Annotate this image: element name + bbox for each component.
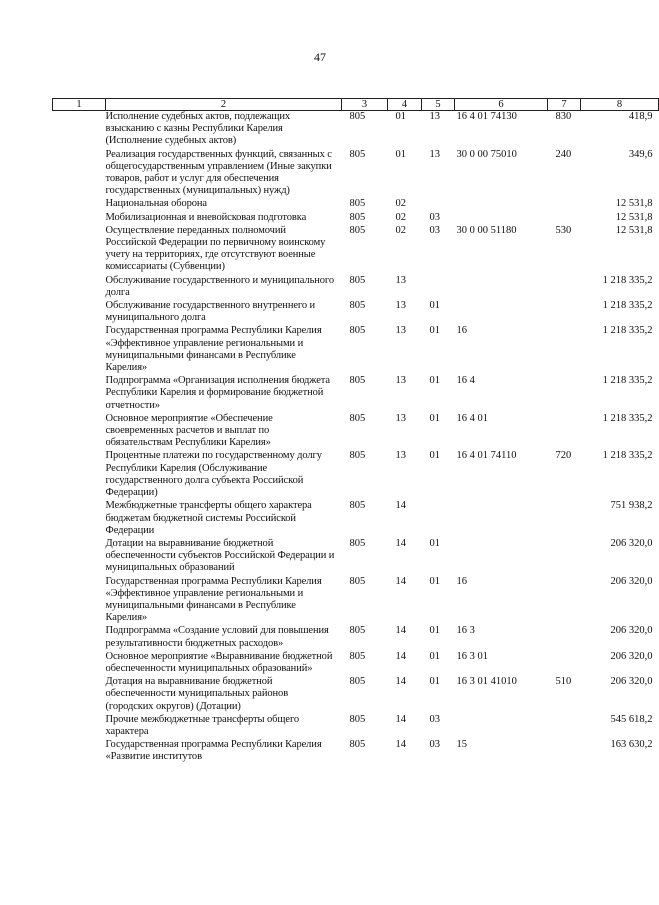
row-col-1 <box>53 450 106 500</box>
table-row <box>53 676 659 714</box>
row-vr <box>548 625 581 650</box>
row-col-1 <box>53 111 106 149</box>
row-col-1 <box>53 275 106 300</box>
row-rz: 13 <box>395 300 406 312</box>
table-row <box>53 375 659 413</box>
row-name: Исполнение судебных актов, подлежащих взысканию с казны Республики Карелия (Исполнение судебных актов) <box>105 111 291 147</box>
row-gr: 805 <box>349 274 366 286</box>
row-sum: 1 218 335,2 <box>602 375 653 387</box>
row-csr <box>455 198 548 211</box>
row-vr: 530 <box>555 224 572 236</box>
table-row <box>53 714 659 739</box>
row-gr: 805 <box>349 537 366 549</box>
row-csr: 16 3 01 41010 <box>456 676 517 688</box>
row-rz: 01 <box>395 111 406 122</box>
table-row <box>53 325 659 375</box>
table-row <box>53 212 659 225</box>
row-name: Государственная программа Республики Карелия «Эффективное управление региональными и муниципальными финансами в Республике Карелия» <box>105 575 322 624</box>
header-col-4: 4 <box>388 99 422 111</box>
row-sum: 206 320,0 <box>610 650 653 662</box>
row-pr: 03 <box>429 224 440 236</box>
row-rz: 02 <box>395 198 406 210</box>
row-csr: 16 3 <box>456 625 475 637</box>
row-pr: 13 <box>429 148 440 160</box>
row-pr: 13 <box>429 111 440 122</box>
row-col-1 <box>53 300 106 325</box>
row-gr: 805 <box>349 650 366 662</box>
row-col-1 <box>53 212 106 225</box>
row-rz: 14 <box>395 575 406 587</box>
table-row <box>53 413 659 451</box>
row-sum: 751 938,2 <box>610 500 653 512</box>
row-gr: 805 <box>349 713 366 725</box>
row-name: Осуществление переданных полномочий Российской Федерации по первичному воинскому учету на территориях, где отсутствуют военные комиссариаты (Субвенции) <box>105 224 326 273</box>
header-col-5: 5 <box>422 99 455 111</box>
row-rz: 02 <box>395 211 406 223</box>
row-sum: 1 218 335,2 <box>602 300 653 312</box>
table-row <box>53 651 659 676</box>
row-vr <box>548 538 581 576</box>
row-name: Подпрограмма «Организация исполнения бюджета Республики Карелия и формирование бюджетной отчетности» <box>105 375 330 411</box>
table-body <box>53 111 659 765</box>
row-pr: 01 <box>429 575 440 587</box>
row-vr <box>548 212 581 225</box>
row-name: Подпрограмма «Создание условий для повышения результативности бюджетных расходов» <box>105 625 329 649</box>
row-vr <box>548 325 581 375</box>
row-pr: 01 <box>429 537 440 549</box>
table-row <box>53 300 659 325</box>
row-gr: 805 <box>349 198 366 210</box>
row-name: Прочие межбюджетные трансферты общего характера <box>105 713 300 737</box>
row-sum: 1 218 335,2 <box>602 274 653 286</box>
row-vr: 720 <box>555 450 572 462</box>
row-pr: 01 <box>429 450 440 462</box>
row-pr: 01 <box>429 625 440 637</box>
header-col-7: 7 <box>548 99 581 111</box>
row-pr: 01 <box>429 325 440 337</box>
row-name: Реализация государственных функций, связанных с общегосударственным управлением (Иные закупки товаров, работ и услуг для обеспечения государственных (муниципальных) нужд) <box>105 148 332 197</box>
row-vr: 830 <box>555 111 572 122</box>
row-pr: 03 <box>429 211 440 223</box>
row-name: Мобилизационная и вневойсковая подготовка <box>105 211 307 223</box>
row-sum: 206 320,0 <box>610 575 653 587</box>
row-col-1 <box>53 375 106 413</box>
row-csr: 16 4 01 74110 <box>456 450 517 462</box>
row-col-1 <box>53 576 106 626</box>
row-csr <box>455 275 548 300</box>
row-csr <box>455 300 548 325</box>
row-pr <box>422 198 455 211</box>
table-row <box>53 450 659 500</box>
header-col-2: 2 <box>106 99 342 111</box>
header-row <box>53 99 659 111</box>
row-rz: 13 <box>395 325 406 337</box>
row-vr: 240 <box>555 148 572 160</box>
row-pr: 03 <box>429 739 440 751</box>
row-rz: 14 <box>395 500 406 512</box>
row-csr: 30 0 00 51180 <box>456 224 517 236</box>
row-gr: 805 <box>349 676 366 688</box>
row-rz: 13 <box>395 450 406 462</box>
row-name: Дотация на выравнивание бюджетной обеспеченности муниципальных районов (городских округов) (Дотации) <box>105 676 289 712</box>
row-name: Межбюджетные трансферты общего характера бюджетам бюджетной системы Российской Федерации <box>105 500 312 536</box>
row-name: Обслуживание государственного внутреннего и муниципального долга <box>105 300 316 324</box>
row-col-1 <box>53 225 106 275</box>
row-csr <box>455 538 548 576</box>
row-gr: 805 <box>349 500 366 512</box>
row-gr: 805 <box>349 325 366 337</box>
row-rz: 14 <box>395 650 406 662</box>
row-gr: 805 <box>349 211 366 223</box>
row-csr: 16 4 01 <box>456 412 488 424</box>
header-col-3: 3 <box>342 99 388 111</box>
row-name: Дотации на выравнивание бюджетной обеспеченности субъектов Российской Федерации и муниципальных образований <box>105 537 335 574</box>
row-col-1 <box>53 500 106 538</box>
row-col-1 <box>53 651 106 676</box>
row-rz: 13 <box>395 375 406 387</box>
row-rz: 14 <box>395 739 406 751</box>
row-rz: 13 <box>395 412 406 424</box>
row-col-1 <box>53 676 106 714</box>
row-sum: 349,6 <box>628 148 653 160</box>
row-csr: 30 0 00 75010 <box>456 148 517 160</box>
row-col-1 <box>53 538 106 576</box>
row-name: Процентные платежи по государственному долгу Республики Карелия (Обслуживание государственного долга субъекта Российской Федерации) <box>105 450 322 499</box>
row-name: Основное мероприятие «Обеспечение своевременных расчетов и выплат по обязательствам Республики Карелия» <box>105 412 273 449</box>
table-row <box>53 739 659 764</box>
table-row <box>53 149 659 199</box>
row-name: Государственная программа Республики Карелия «Развитие институтов <box>105 739 322 763</box>
row-csr: 16 4 <box>456 375 475 387</box>
row-col-1 <box>53 149 106 199</box>
row-col-1 <box>53 714 106 739</box>
row-vr <box>548 198 581 211</box>
row-pr: 01 <box>429 676 440 688</box>
row-csr: 16 <box>456 325 467 337</box>
row-sum: 12 531,8 <box>615 224 653 236</box>
row-sum: 206 320,0 <box>610 676 653 688</box>
row-gr: 805 <box>349 450 366 462</box>
row-vr <box>548 739 581 764</box>
row-sum: 206 320,0 <box>610 625 653 637</box>
row-name: Основное мероприятие «Выравнивание бюджетной обеспеченности муниципальных образований» <box>105 650 333 674</box>
header-col-8: 8 <box>581 99 659 111</box>
row-gr: 805 <box>349 300 366 312</box>
row-name: Государственная программа Республики Карелия «Эффективное управление региональными и муниципальными финансами в Республике Карелия» <box>105 325 322 374</box>
row-gr: 805 <box>349 224 366 236</box>
row-rz: 14 <box>395 676 406 688</box>
row-vr <box>548 651 581 676</box>
table-row <box>53 198 659 211</box>
row-rz: 13 <box>395 274 406 286</box>
row-gr: 805 <box>349 412 366 424</box>
header-col-6: 6 <box>455 99 548 111</box>
row-rz: 01 <box>395 148 406 160</box>
row-sum: 418,9 <box>628 111 653 122</box>
row-sum: 12 531,8 <box>615 198 653 210</box>
row-name: Обслуживание государственного и муниципального долга <box>105 274 335 298</box>
row-pr: 01 <box>429 650 440 662</box>
row-sum: 545 618,2 <box>610 713 653 725</box>
row-rz: 14 <box>395 537 406 549</box>
row-rz: 14 <box>395 713 406 725</box>
row-vr <box>548 576 581 626</box>
row-col-1 <box>53 413 106 451</box>
header-col-1: 1 <box>53 99 106 111</box>
row-sum: 1 218 335,2 <box>602 412 653 424</box>
row-gr: 805 <box>349 739 366 751</box>
row-col-1 <box>53 739 106 764</box>
row-csr <box>455 212 548 225</box>
row-csr <box>455 714 548 739</box>
row-pr <box>422 275 455 300</box>
row-csr: 15 <box>456 739 467 751</box>
row-csr <box>455 500 548 538</box>
page-number: 47 <box>314 50 326 64</box>
row-gr: 805 <box>349 575 366 587</box>
row-col-1 <box>53 198 106 211</box>
row-csr: 16 4 01 74130 <box>456 111 517 122</box>
row-gr: 805 <box>349 375 366 387</box>
table-row <box>53 625 659 650</box>
row-vr <box>548 413 581 451</box>
table-row <box>53 275 659 300</box>
row-pr: 01 <box>429 375 440 387</box>
row-gr: 805 <box>349 625 366 637</box>
row-csr: 16 3 01 <box>456 650 488 662</box>
row-rz: 14 <box>395 625 406 637</box>
row-pr: 03 <box>429 713 440 725</box>
row-col-1 <box>53 625 106 650</box>
table-row <box>53 576 659 626</box>
row-sum: 1 218 335,2 <box>602 325 653 337</box>
row-pr: 01 <box>429 300 440 312</box>
table-row <box>53 111 659 149</box>
row-csr: 16 <box>456 575 467 587</box>
table-row <box>53 500 659 538</box>
table-row <box>53 225 659 275</box>
row-vr <box>548 300 581 325</box>
row-sum: 206 320,0 <box>610 537 653 549</box>
budget-table <box>52 98 659 765</box>
row-pr <box>422 500 455 538</box>
row-vr: 510 <box>555 676 572 688</box>
row-vr <box>548 714 581 739</box>
row-sum: 1 218 335,2 <box>602 450 653 462</box>
row-pr: 01 <box>429 412 440 424</box>
row-sum: 12 531,8 <box>615 211 653 223</box>
row-name: Национальная оборона <box>105 198 207 210</box>
row-vr <box>548 275 581 300</box>
row-gr: 805 <box>349 111 366 122</box>
row-gr: 805 <box>349 148 366 160</box>
table-row <box>53 538 659 576</box>
row-rz: 02 <box>395 224 406 236</box>
row-col-1 <box>53 325 106 375</box>
row-vr <box>548 375 581 413</box>
row-sum: 163 630,2 <box>610 739 653 751</box>
row-vr <box>548 500 581 538</box>
